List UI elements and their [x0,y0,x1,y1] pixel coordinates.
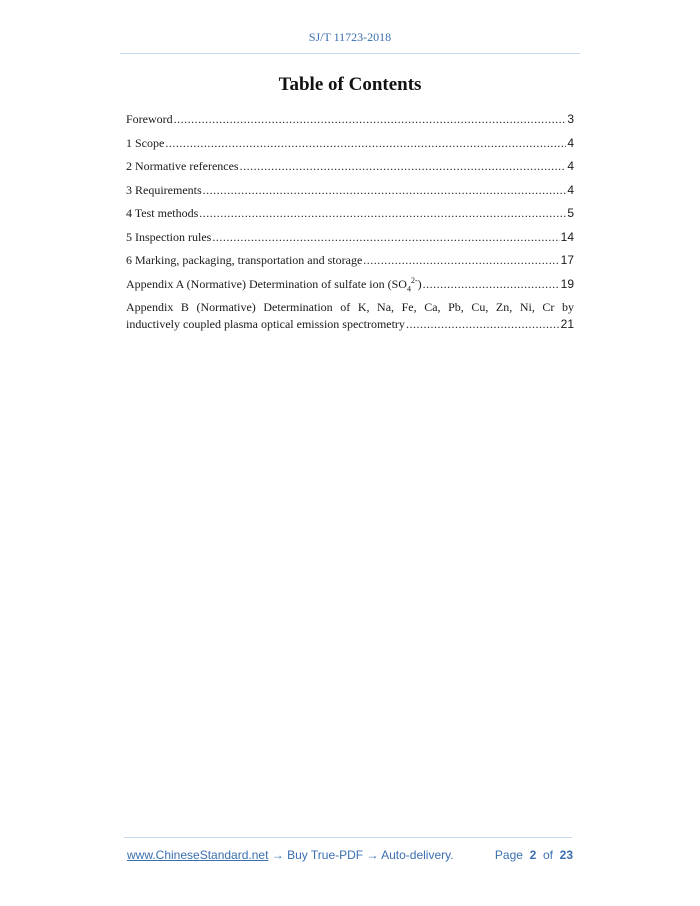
toc-entry-foreword[interactable] [126,111,574,127]
toc-entry-scope[interactable] [126,135,574,151]
toc-leader-dots [406,316,560,333]
toc-title: Table of Contents [278,74,422,95]
page-of: of [542,848,553,862]
toc-entry-line2 [126,316,574,333]
toc-entry-normative-references[interactable] [126,158,574,174]
page-current: 2 [529,848,537,862]
toc-entry-page: 19 [560,276,574,291]
toc-entry-label: 2 Normative references [126,159,239,173]
subscript: 4 [406,283,411,293]
header-divider [120,53,580,54]
toc-leader-dots [165,135,566,151]
page-indicator [495,848,573,862]
superscript: 2- [410,275,418,285]
toc-entry-page: 5 [567,206,574,220]
toc-entry-label: 6 Marking, packaging, transportation and storage [126,253,363,267]
toc-entry-test-methods[interactable] [126,205,574,221]
toc-entry-label: Foreword [126,112,173,126]
toc-leader-dots [423,276,560,292]
site-link[interactable]: www.ChineseStandard.net [127,848,269,862]
toc-leader-dots [240,158,567,174]
toc-entry-label-line2: inductively coupled plasma optical emission spectrometry [126,317,405,331]
toc-leader-dots [212,229,559,245]
toc-entry-page: 4 [567,182,574,197]
footer-promo [127,848,454,862]
toc-entry-page: 21 [560,317,574,331]
toc-entry-appendix-b[interactable] [126,299,574,333]
page-footer [127,848,573,862]
toc-leader-dots [199,205,566,221]
toc-entry-appendix-a[interactable] [126,276,574,292]
toc-entry-label: 1 Scope [126,135,165,150]
toc-leader-dots [363,252,559,268]
toc-entry-label-line1: Appendix B (Normative) Determination of K, Na, Fe, Ca, Pb, Cu, Zn, Ni, Cr by [126,300,574,314]
toc-entry-page: 4 [567,159,574,173]
document-header-code: SJ/T 11723-2018 [308,30,392,44]
toc-entry-page: 4 [567,135,574,150]
footer-divider [124,837,572,838]
page-word: Page [494,848,523,862]
toc-entry-label: 3 Requirements [126,182,202,197]
toc-entry-label-suffix: ) [417,276,422,291]
toc-entry-label: 5 Inspection rules [126,229,212,244]
toc-entry-label [126,276,422,292]
toc-entry-page: 14 [560,229,574,244]
table-of-contents [126,111,574,341]
page-total: 23 [559,848,573,862]
promo-text: → Buy True-PDF → Auto-delivery. [268,848,454,862]
toc-entry-inspection-rules[interactable] [126,229,574,245]
toc-entry-requirements[interactable] [126,182,574,198]
toc-entry-page: 17 [560,253,574,267]
toc-leader-dots [174,111,567,127]
toc-entry-label-text: Appendix A (Normative) Determination of sulfate ion (SO [126,276,407,291]
toc-entry-marking-packaging[interactable] [126,252,574,268]
toc-entry-page: 3 [567,112,574,126]
toc-entry-label: 4 Test methods [126,206,199,220]
toc-leader-dots [203,182,567,198]
